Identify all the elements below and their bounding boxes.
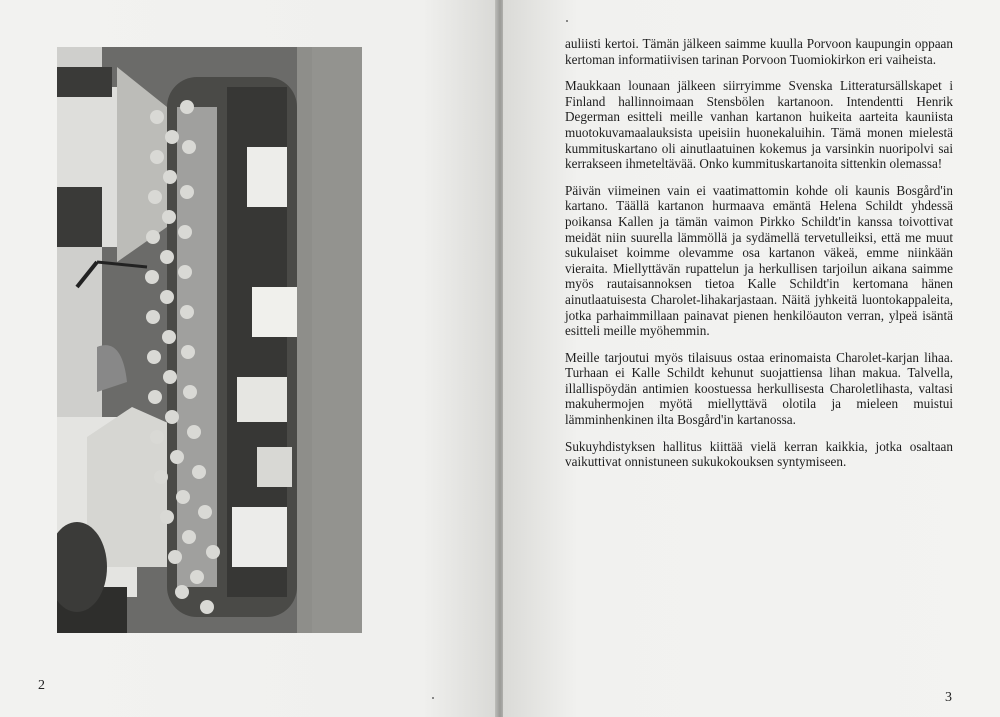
paragraph: Meille tarjoutui myös tilaisuus ostaa erinomaista Charolet-karjan lihaa. Turhaan ei Kalle Schildt kehunut suojattiensa lihan makua. Talvella, illallispöydän antimien koostuessa herkullisesta Charoletlihasta, valtasi makuhermojen myötä miellyttävä olotila ja mieleen muistui lämminhenkinen ilta Bosgård'in kartanossa. — [565, 349, 953, 428]
print-speck — [432, 697, 434, 699]
article-text — [565, 36, 953, 481]
page-number-left: 2 — [38, 678, 45, 693]
paragraph: Sukuyhdistyksen hallitus kiittää vielä kerran kaikkia, jotka osaltaan vaikuttivat onnistuneen sukukokouksen syntymiseen. — [565, 438, 953, 470]
paragraph: auliisti kertoi. Tämän jälkeen saimme kuulla Porvoon kaupungin oppaan kertoman informatiivisen tarinan Porvoon Tuomiokirkon eri vaiheista. — [565, 36, 953, 67]
print-speck — [566, 20, 568, 22]
group-photo — [57, 47, 362, 633]
group-photo-icon — [57, 47, 362, 633]
paragraph: Päivän viimeinen vain ei vaatimattomin kohde oli kaunis Bosgård'in kartano. Täällä kartanon hurmaava emäntä Helena Schildt yhdessä poikansa Kallen ja tämän vaimon Pirkko Schildt'in kanssa toivottivat meidät niin suurella lämmöllä ja sydämellä tervetulleiksi, että me muut sukulaiset koimme olevamme osa kartanon väkeä, emme niinkään vieraita. Miellyttävän rupattelun ja herkullisen tarjoilun aikana saimme myös rautaisannoksen tietoa Kalle Schildt'in kertomana hänen ainutlaatuisesta Charolet-lihakarjastaan. Näitä jyhkeitä luontokappaleita, jotka parhaimmillaan painavat pienen henkilöauton verran, ylpeä isäntä esitteli meille myöhemmin. — [565, 182, 953, 339]
left-page — [0, 0, 497, 717]
paragraph: Maukkaan lounaan jälkeen siirryimme Svenska Litteratursällskapet i Finland hallinnoimaan Stensbölen kartanoon. Intendentti Henrik Degerman esitteli meille vanhan kartanon huikeita aarteita kauniista muotokuvamaalauksista upeisiin huonekaluihin. Tämä monen mielestä kummituskartano oli ainutlaatuinen kokemus ja varsinkin nuoripolvi sai kerrakseen ihmeteltävää. Onko kummituskartanoita sittenkin olemassa! — [565, 78, 953, 172]
page-number-right: 3 — [945, 690, 952, 705]
